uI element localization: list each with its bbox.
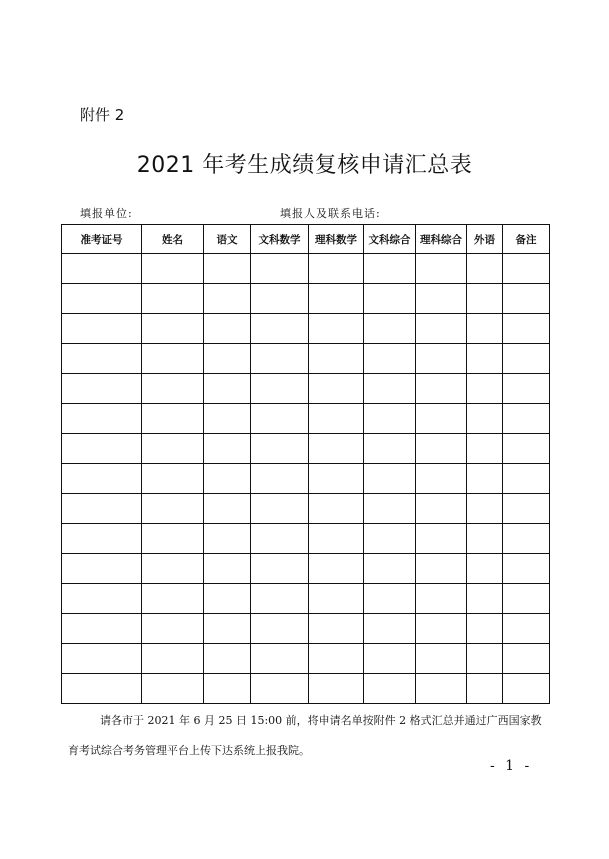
table-cell <box>309 524 364 554</box>
table-cell <box>467 254 503 284</box>
table-cell <box>142 374 204 404</box>
table-row <box>62 284 550 314</box>
table-cell <box>62 374 142 404</box>
table-cell <box>467 464 503 494</box>
table-cell <box>503 644 550 674</box>
table-cell <box>309 584 364 614</box>
table-cell <box>503 254 550 284</box>
table-row <box>62 524 550 554</box>
table-cell <box>416 464 467 494</box>
table-cell <box>467 614 503 644</box>
header-exam-number: 准考证号 <box>62 225 142 254</box>
table-cell <box>204 644 251 674</box>
table-cell <box>251 584 309 614</box>
table-cell <box>142 404 204 434</box>
table-cell <box>62 524 142 554</box>
table-cell <box>142 314 204 344</box>
table-cell <box>364 614 416 644</box>
table-cell <box>364 254 416 284</box>
table-cell <box>251 314 309 344</box>
fill-unit-label: 填报单位: <box>80 207 133 220</box>
table-cell <box>364 584 416 614</box>
table-cell <box>251 644 309 674</box>
table-cell <box>62 494 142 524</box>
table-row <box>62 584 550 614</box>
table-cell <box>416 674 467 704</box>
table-cell <box>309 254 364 284</box>
table-cell <box>309 434 364 464</box>
table-row <box>62 614 550 644</box>
table-cell <box>364 494 416 524</box>
table-cell <box>416 644 467 674</box>
table-cell <box>309 344 364 374</box>
table-cell <box>62 644 142 674</box>
table-cell <box>251 524 309 554</box>
table-cell <box>204 374 251 404</box>
table-cell <box>364 374 416 404</box>
table-cell <box>416 254 467 284</box>
table-cell <box>503 494 550 524</box>
table-cell <box>467 494 503 524</box>
table-cell <box>251 494 309 524</box>
table-cell <box>467 524 503 554</box>
table-header-row <box>62 225 550 254</box>
table-cell <box>416 524 467 554</box>
table-cell <box>142 344 204 374</box>
table-cell <box>62 314 142 344</box>
table-cell <box>251 284 309 314</box>
table-row <box>62 464 550 494</box>
table-cell <box>62 404 142 434</box>
table-cell <box>503 614 550 644</box>
table-cell <box>467 314 503 344</box>
table-cell <box>62 254 142 284</box>
table-cell <box>251 404 309 434</box>
page-number: - 1 - <box>490 758 533 774</box>
table-row <box>62 674 550 704</box>
table-cell <box>142 494 204 524</box>
table-cell <box>309 374 364 404</box>
table-cell <box>416 614 467 644</box>
table-cell <box>204 404 251 434</box>
table-cell <box>62 344 142 374</box>
table-cell <box>251 374 309 404</box>
table-cell <box>309 614 364 644</box>
table-cell <box>142 614 204 644</box>
table-cell <box>364 314 416 344</box>
table-cell <box>416 404 467 434</box>
table-cell <box>503 524 550 554</box>
table-row <box>62 254 550 284</box>
table-cell <box>364 404 416 434</box>
header-foreign-language: 外语 <box>467 225 503 254</box>
table-cell <box>62 284 142 314</box>
table-cell <box>364 644 416 674</box>
table-cell <box>251 674 309 704</box>
table-cell <box>62 554 142 584</box>
table-cell <box>309 554 364 584</box>
table-cell <box>204 554 251 584</box>
table-cell <box>503 314 550 344</box>
header-liberal-arts-math: 文科数学 <box>251 225 309 254</box>
header-chinese: 语文 <box>204 225 251 254</box>
table-cell <box>142 434 204 464</box>
table-row <box>62 644 550 674</box>
table-cell <box>467 344 503 374</box>
attachment-label: 附件 2 <box>80 106 125 124</box>
table-cell <box>204 314 251 344</box>
table-cell <box>62 434 142 464</box>
table-cell <box>309 494 364 524</box>
table-cell <box>364 554 416 584</box>
table-cell <box>503 344 550 374</box>
table-cell <box>416 284 467 314</box>
table-cell <box>364 284 416 314</box>
table-cell <box>62 674 142 704</box>
table-cell <box>251 254 309 284</box>
table-cell <box>204 464 251 494</box>
table-cell <box>416 344 467 374</box>
header-remarks: 备注 <box>503 225 550 254</box>
table-row <box>62 314 550 344</box>
table-cell <box>204 284 251 314</box>
table-cell <box>204 584 251 614</box>
table-cell <box>142 284 204 314</box>
table-cell <box>416 494 467 524</box>
table-cell <box>467 434 503 464</box>
table-cell <box>309 284 364 314</box>
table-cell <box>204 674 251 704</box>
table-cell <box>142 674 204 704</box>
table-cell <box>142 554 204 584</box>
table-cell <box>364 344 416 374</box>
table-cell <box>309 404 364 434</box>
table-cell <box>503 404 550 434</box>
table-cell <box>251 614 309 644</box>
table-cell <box>364 464 416 494</box>
table-cell <box>503 434 550 464</box>
table-cell <box>364 434 416 464</box>
table-cell <box>309 314 364 344</box>
header-liberal-arts-comprehensive: 文科综合 <box>364 225 416 254</box>
table-cell <box>364 674 416 704</box>
table-cell <box>309 464 364 494</box>
table-cell <box>416 374 467 404</box>
table-body <box>62 254 550 704</box>
table-cell <box>503 464 550 494</box>
table-cell <box>251 464 309 494</box>
table-cell <box>142 644 204 674</box>
table-cell <box>467 284 503 314</box>
table-cell <box>309 644 364 674</box>
review-application-table <box>61 224 550 704</box>
table-cell <box>416 554 467 584</box>
table-cell <box>467 584 503 614</box>
table-cell <box>467 404 503 434</box>
table-cell <box>309 674 364 704</box>
fill-contact-label: 填报人及联系电话: <box>280 207 381 220</box>
table-cell <box>142 464 204 494</box>
table-row <box>62 344 550 374</box>
table-cell <box>251 434 309 464</box>
document-title: 2021 年考生成绩复核申请汇总表 <box>136 153 473 178</box>
table-row <box>62 554 550 584</box>
table-row <box>62 494 550 524</box>
header-name: 姓名 <box>142 225 204 254</box>
table-cell <box>416 434 467 464</box>
table-cell <box>503 554 550 584</box>
table-cell <box>364 524 416 554</box>
table-cell <box>204 494 251 524</box>
table-cell <box>142 254 204 284</box>
table-cell <box>62 464 142 494</box>
table-cell <box>204 344 251 374</box>
table-cell <box>62 614 142 644</box>
table-row <box>62 404 550 434</box>
header-science-math: 理科数学 <box>309 225 364 254</box>
table-cell <box>503 284 550 314</box>
header-science-comprehensive: 理科综合 <box>416 225 467 254</box>
table-cell <box>467 674 503 704</box>
submission-note: 请各市于 2021 年 6 月 25 日 15:00 前，将申请名单按附件 2 格式汇总并通过广西国家教育考试综合考务管理平台上传下达系统上报我院。 <box>68 714 542 757</box>
table-cell <box>416 314 467 344</box>
table-row <box>62 374 550 404</box>
table-cell <box>503 674 550 704</box>
table-cell <box>503 374 550 404</box>
table-cell <box>204 254 251 284</box>
table-cell <box>204 524 251 554</box>
table-cell <box>416 584 467 614</box>
table-cell <box>503 584 550 614</box>
table-cell <box>467 374 503 404</box>
table-cell <box>467 554 503 584</box>
table-row <box>62 434 550 464</box>
table-cell <box>204 614 251 644</box>
table-cell <box>142 584 204 614</box>
table-cell <box>467 644 503 674</box>
table-cell <box>204 434 251 464</box>
table-cell <box>142 524 204 554</box>
table-cell <box>251 344 309 374</box>
table-cell <box>251 554 309 584</box>
table-cell <box>62 584 142 614</box>
